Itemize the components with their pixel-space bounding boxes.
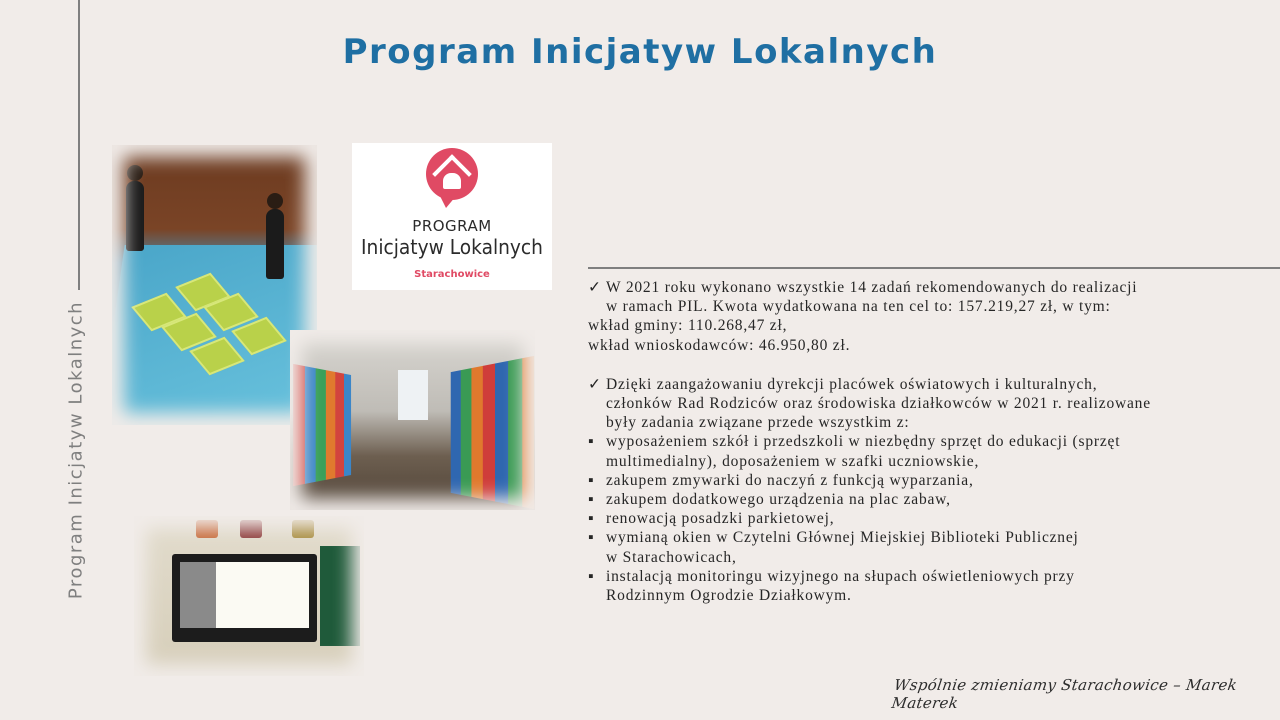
- list-item: wkład gminy: 110.268,47 zł,: [588, 317, 788, 335]
- lockers-right: [451, 356, 534, 509]
- bullet-item: ▪ zakupem zmywarki do naczyń z funkcją wyparzania,: [588, 471, 974, 489]
- photo-smartboard: [134, 516, 364, 676]
- logo-line-program: PROGRAM: [412, 217, 492, 235]
- photo-interactive-floor: [112, 145, 317, 425]
- lockers-left: [293, 364, 351, 486]
- content-text: [588, 278, 1268, 605]
- child-figure: [266, 209, 284, 279]
- square-bullet-icon: ▪: [588, 491, 595, 509]
- corridor-door: [398, 370, 428, 420]
- list-item: wkład wnioskodawców: 46.950,80 zł.: [588, 336, 851, 354]
- footer-signature: Wspólnie zmieniamy Starachowice – Marek Materek: [890, 676, 1239, 712]
- check-icon: ✓: [588, 279, 602, 296]
- bullet-item: Rodzinnym Ogrodzie Działkowym.: [606, 587, 852, 605]
- list-item: były zadania związane przede wszystkim z:: [606, 414, 910, 432]
- logo-line-name: Inicjatyw Lokalnych: [361, 235, 543, 259]
- side-title: Program Inicjatyw Lokalnych: [65, 300, 87, 600]
- bullet-item: w Starachowicach,: [606, 548, 737, 566]
- program-logo: [352, 143, 552, 290]
- wall-picture: [240, 520, 262, 538]
- square-bullet-icon: ▪: [588, 471, 595, 489]
- smartboard-display: [172, 554, 317, 642]
- smartboard-screen: [180, 562, 309, 628]
- logo-line-city: Starachowice: [414, 269, 490, 280]
- bullet-item: ▪ wyposażeniem szkół i przedszkoli w niezbędny sprzęt do edukacji (sprzęt: [588, 433, 1121, 451]
- list-item: ✓ Dzięki zaangażowaniu dyrekcji placówek oświatowych i kulturalnych,: [588, 375, 1098, 393]
- bullet-item: ▪ zakupem dodatkowego urządzenia na plac zabaw,: [588, 491, 951, 509]
- green-board: [320, 546, 360, 646]
- bullet-item: ▪ renowacją posadzki parkietowej,: [588, 510, 835, 528]
- square-bullet-icon: ▪: [588, 433, 595, 451]
- wall-picture: [196, 520, 218, 538]
- wall-picture: [292, 520, 314, 538]
- photo-corridor-lockers: [290, 330, 535, 510]
- check-icon: ✓: [588, 375, 602, 393]
- horizontal-rule: [588, 267, 1280, 269]
- list-item: ✓ W 2021 roku wykonano wszystkie 14 zadań rekomendowanych do realizacji: [588, 279, 1138, 296]
- slide-title: Program Inicjatyw Lokalnych: [342, 32, 938, 72]
- square-bullet-icon: ▪: [588, 510, 595, 528]
- square-bullet-icon: ▪: [588, 529, 595, 547]
- bullet-item: multimedialny), doposażeniem w szafki uczniowskie,: [606, 452, 980, 470]
- home-family-icon: [426, 148, 478, 200]
- square-bullet-icon: ▪: [588, 567, 595, 585]
- bullet-item: ▪ wymianą okien w Czytelni Głównej Miejskiej Biblioteki Publicznej: [588, 529, 1079, 547]
- bullet-item: ▪ instalacją monitoringu wizyjnego na słupach oświetleniowych przy: [588, 567, 1075, 585]
- people-shape: [443, 173, 461, 189]
- list-item: w ramach PIL. Kwota wydatkowana na ten cel to: 157.219,27 zł, w tym:: [606, 298, 1111, 316]
- list-item: członków Rad Rodziców oraz środowiska działkowców w 2021 r. realizowane: [606, 395, 1151, 413]
- child-figure: [126, 181, 144, 251]
